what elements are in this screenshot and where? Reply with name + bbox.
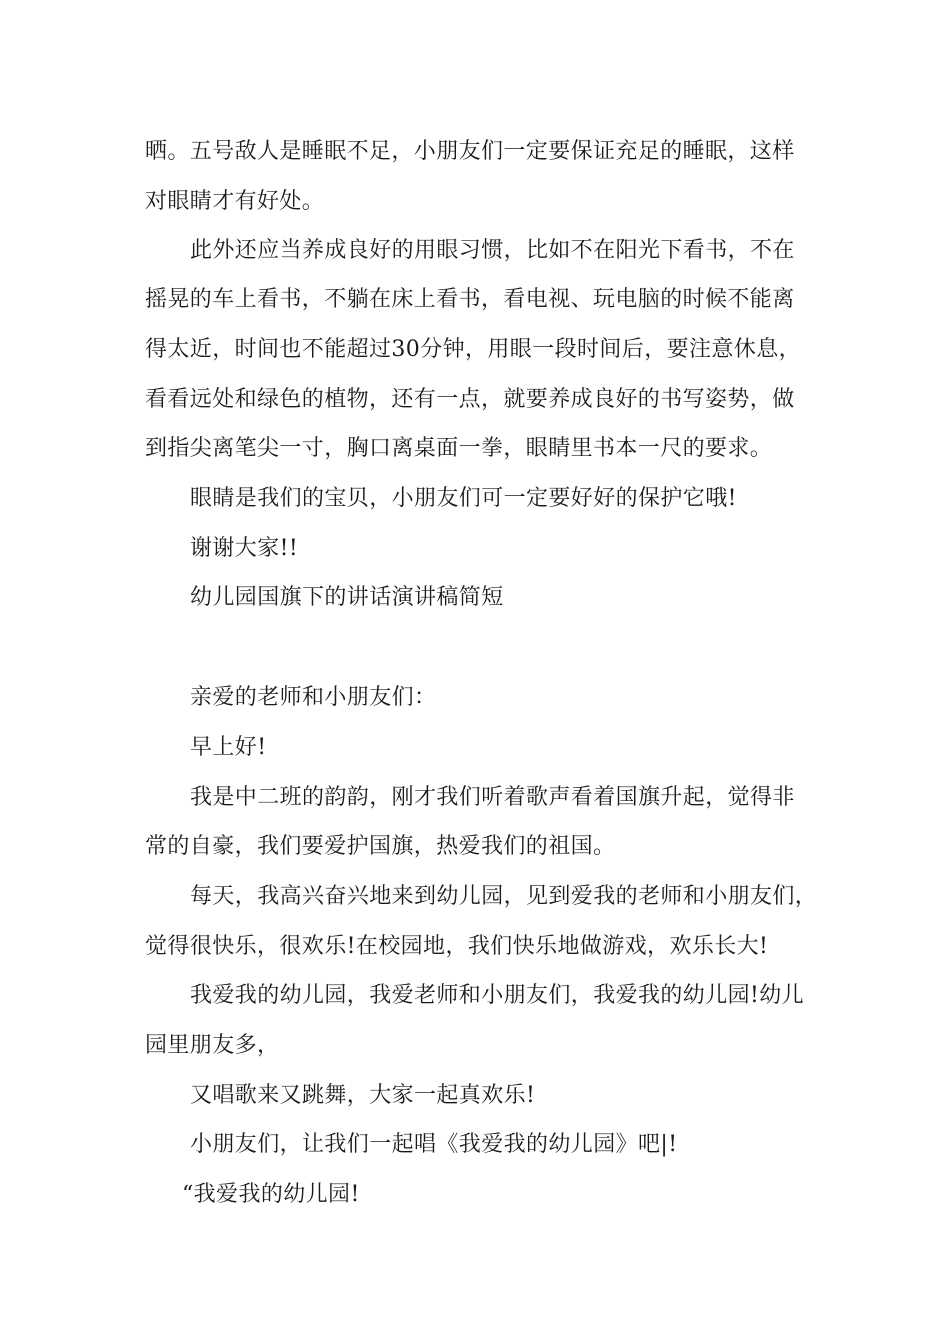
text-line: 小朋友们，让我们一起唱《我爱我的幼儿园》吧|! <box>190 1132 678 1157</box>
text-line: 到指尖离笔尖一寸，胸口离桌面一拳，眼睛里书本一尺的要求。 <box>145 436 773 461</box>
text-line: 觉得很快乐，很欢乐!在校园地，我们快乐地做游戏，欢乐长大! <box>145 934 769 959</box>
section-title: 幼儿园国旗下的讲话演讲稿简短 <box>190 585 504 610</box>
text-line: 摇晃的车上看书，不躺在床上看书，看电视、玩电脑的时候不能离 <box>145 287 795 312</box>
text-line: 我爱我的幼儿园，我爱老师和小朋友们，我爱我的幼儿园!幼儿 <box>190 983 805 1008</box>
text-line: 亲爱的老师和小朋友们： <box>190 685 437 710</box>
text-line: 我是中二班的韵韵，刚才我们听着歌声看着国旗升起，觉得非 <box>190 785 795 810</box>
text-line: 此外还应当养成良好的用眼习惯，比如不在阳光下看书，不在 <box>190 238 795 263</box>
text-line: 园里朋友多， <box>145 1033 280 1058</box>
text-line: 眼睛是我们的宝贝，小朋友们可一定要好好的保护它哦! <box>190 486 737 511</box>
text-line: 看看远处和绿色的植物，还有一点，就要养成良好的书写姿势，做 <box>145 387 795 412</box>
text-line: “我爱我的幼儿园! <box>182 1182 360 1207</box>
text-line: 对眼睛才有好处。 <box>145 189 325 214</box>
text-line: 谢谢大家!! <box>190 536 299 561</box>
text-line: 晒。五号敌人是睡眠不足，小朋友们一定要保证充足的睡眠，这样 <box>145 139 795 164</box>
text-line: 又唱歌来又跳舞，大家一起真欢乐! <box>190 1083 536 1108</box>
text-line: 每天，我高兴奋兴地来到幼儿园，见到爱我的老师和小朋友们， <box>190 884 818 909</box>
text-line: 早上好! <box>190 735 267 760</box>
text-line: 常的自豪，我们要爱护国旗，热爱我们的祖国。 <box>145 834 616 859</box>
text-line: 得太近，时间也不能超过30分钟，用眼一段时间后，要注意休息， <box>145 337 801 362</box>
